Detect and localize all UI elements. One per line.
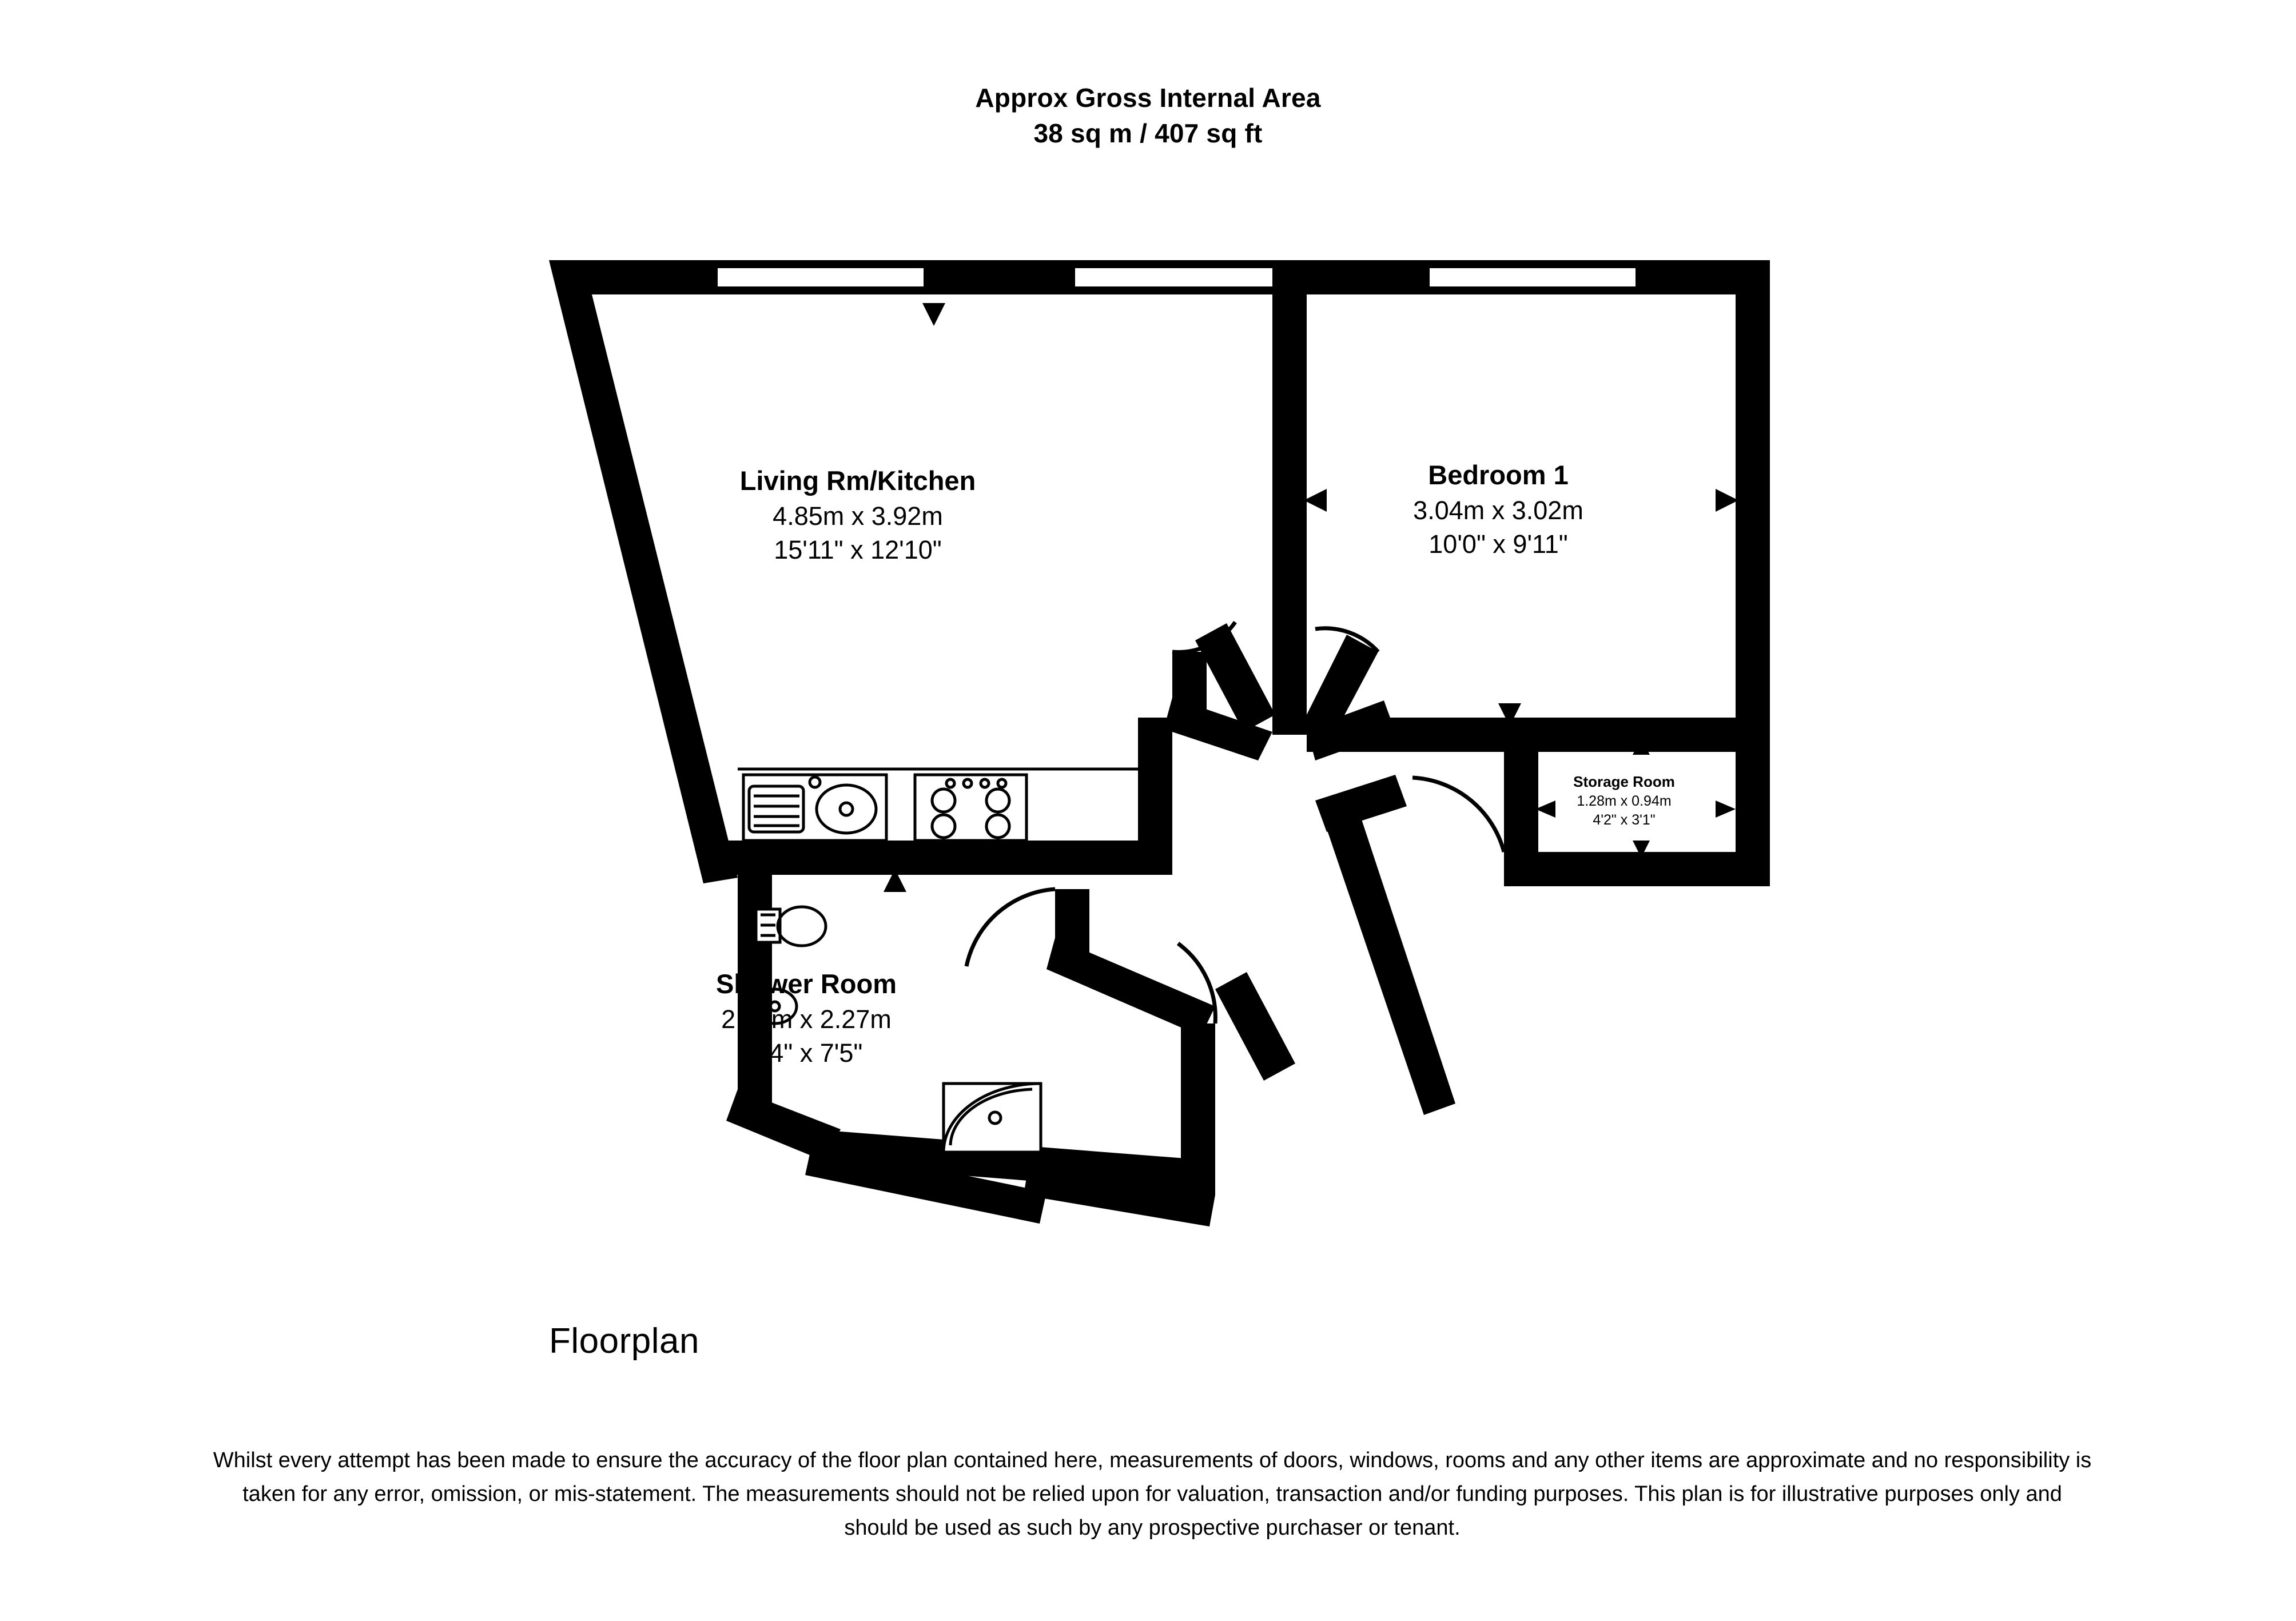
- shower-tray-icon: [944, 1084, 1041, 1152]
- arrow-living-top: [922, 303, 945, 326]
- room-dimension-imperial: 15'11" x 12'10": [774, 535, 942, 565]
- wall-left-slanted: [549, 260, 738, 883]
- room-name: Living Rm/Kitchen: [739, 465, 976, 496]
- wall-shower-right: [1055, 889, 1089, 972]
- kitchen-fixtures: [738, 769, 1138, 841]
- wall-hall-right-slant: [1321, 800, 1455, 1115]
- window-group: [718, 260, 1636, 294]
- room-name: Storage Room: [1573, 773, 1675, 790]
- wall-group: [549, 260, 1770, 1226]
- room-name: Shower Room: [716, 969, 897, 999]
- wall-living-bottom: [723, 841, 1172, 875]
- window-living-right: [1075, 260, 1272, 294]
- gross-area-value: 38 sq m / 407 sq ft: [1033, 118, 1263, 149]
- room-label-storage-room: [1481, 772, 1767, 830]
- room-dimension-imperial: 7'4" x 7'5": [750, 1038, 863, 1068]
- room-name: Bedroom 1: [1428, 460, 1569, 490]
- room-label-bedroom-1: [1258, 457, 1738, 561]
- room-dimension-metric: 1.28m x 0.94m: [1577, 792, 1672, 809]
- page-title: Approx Gross Internal Area: [975, 83, 1321, 113]
- room-label-living-kitchen: [618, 463, 1098, 567]
- wall-storage-bottom: [1504, 852, 1770, 886]
- room-label-shower-room: [606, 966, 1006, 1070]
- cooker-hob-icon: [915, 775, 1026, 841]
- kitchen-sink-icon: [743, 775, 886, 841]
- room-dimension-imperial: 10'0" x 9'11": [1428, 529, 1568, 559]
- room-dimension-metric: 2.24m x 2.27m: [721, 1004, 892, 1034]
- window-bedroom: [1430, 260, 1636, 294]
- room-dimension-metric: 4.85m x 3.92m: [773, 501, 943, 531]
- floorplan-caption: Floorplan: [549, 1321, 699, 1361]
- disclaimer-text: Whilst every attempt has been made to ensure the accuracy of the floor plan contained here, measurements of doors, windows, rooms and any other items are approximate and no responsibility is taken for any error, omission, or mis-statement. The measurements should not be relied upon for valuation, transaction and/or funding purposes. This plan is for illustrative purposes only and should be used as such by any prospective purchaser or tenant.: [213, 1448, 2092, 1540]
- room-dimension-imperial: 4'2" x 3'1": [1593, 811, 1656, 828]
- wall-bedroom-bottom-right: [1412, 718, 1736, 752]
- room-dimension-metric: 3.04m x 3.02m: [1413, 495, 1583, 525]
- toilet-icon: [756, 907, 826, 946]
- door-swing-shower: [966, 889, 1055, 966]
- wall-hall-7: [1215, 972, 1295, 1081]
- window-living-left: [718, 260, 924, 294]
